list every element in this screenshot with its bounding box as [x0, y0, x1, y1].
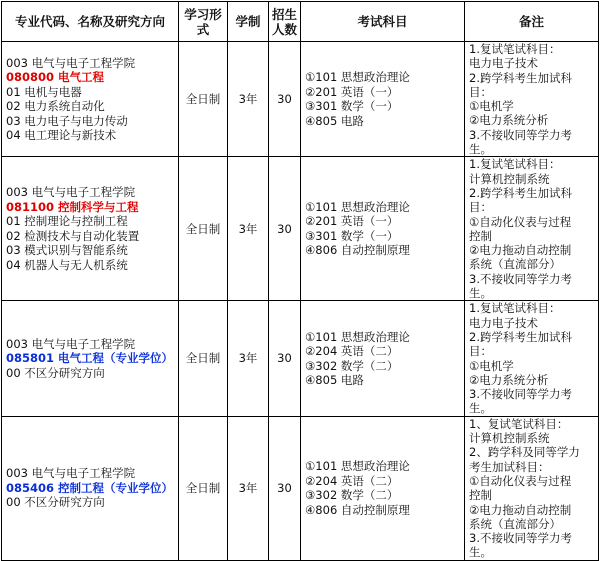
direction-item: 04 机器人与无人机系统: [6, 257, 128, 272]
direction-item: 04 电工理论与新技术: [6, 128, 117, 143]
header-program: 专业代码、名称及研究方向: [2, 2, 179, 42]
subject-item: ②201 英语（一）: [305, 214, 399, 229]
note-line: 计算机控制系统: [469, 431, 550, 446]
study-mode: 全日制: [179, 157, 228, 301]
quota: 30: [269, 301, 301, 416]
note-line: 2.跨学科考生加试科: [469, 329, 572, 344]
quota: 30: [269, 157, 301, 301]
note-line: 系统（直流部分）: [469, 257, 561, 272]
note-line: ①电机学: [469, 358, 514, 373]
note-line: 电力电子技术: [469, 56, 538, 71]
note-line: 生。: [469, 142, 492, 157]
college-name: 003 电气与电子工程学院: [6, 336, 136, 351]
program-cell: [2, 301, 179, 416]
note-line: 目：: [469, 200, 492, 215]
note-line: 1、复试笔试科目：: [469, 416, 569, 431]
subjects-cell: [301, 42, 465, 157]
header-notes: 备注: [465, 2, 599, 42]
note-line: ②电力系统分析: [469, 372, 549, 387]
program-cell: [2, 42, 179, 157]
duration: 3年: [228, 42, 269, 157]
study-mode: 全日制: [179, 416, 228, 560]
header-quota: 招生人数: [269, 2, 301, 42]
note-line: ①自动化仪表与过程: [469, 473, 572, 488]
college-name: 003 电气与电子工程学院: [6, 466, 136, 481]
subject-item: ③301 数学（一）: [305, 99, 399, 114]
table-row: [2, 301, 599, 416]
quota: 30: [269, 416, 301, 560]
note-line: ②电力拖动自动控制: [469, 502, 572, 517]
note-line: 3.不接收同等学力考: [469, 531, 572, 546]
direction-item: 03 电力电子与电力传动: [6, 113, 128, 128]
note-line: 生。: [469, 401, 492, 416]
note-line: 3.不接收同等学力考: [469, 271, 572, 286]
quota: 30: [269, 42, 301, 157]
subject-item: ①101 思想政治理论: [305, 329, 410, 344]
note-line: 生。: [469, 545, 492, 560]
subject-item: ②204 英语（二）: [305, 344, 399, 359]
study-mode: 全日制: [179, 42, 228, 157]
note-line: 目：: [469, 344, 492, 359]
subject-item: ①101 思想政治理论: [305, 199, 410, 214]
note-line: 1.复试笔试科目：: [469, 42, 561, 56]
subject-item: ③301 数学（一）: [305, 228, 399, 243]
note-line: 2.跨学科考生加试科: [469, 185, 572, 200]
note-line: 电力电子技术: [469, 315, 538, 330]
table-row: [2, 416, 599, 560]
note-line: 控制: [469, 488, 492, 503]
direction-item: 03 模式识别与智能系统: [6, 243, 128, 258]
subjects-cell: [301, 157, 465, 301]
program-name: 085801 电气工程（专业学位）: [6, 351, 174, 366]
program-cell: [2, 157, 179, 301]
subject-item: ②204 英语（二）: [305, 473, 399, 488]
note-line: 1.复试笔试科目：: [469, 301, 561, 316]
note-line: 3.不接收同等学力考: [469, 127, 572, 142]
program-name: 080800 电气工程: [6, 70, 105, 85]
subject-item: ①101 思想政治理论: [305, 70, 410, 85]
college-name: 003 电气与电子工程学院: [6, 55, 136, 70]
header-row: [2, 2, 599, 42]
direction-item: 01 控制理论与控制工程: [6, 214, 128, 229]
duration: 3年: [228, 157, 269, 301]
duration: 3年: [228, 416, 269, 560]
note-line: ②电力拖动自动控制: [469, 243, 572, 258]
subject-item: ③302 数学（二）: [305, 358, 399, 373]
direction-item: 00 不区分研究方向: [6, 495, 105, 510]
admissions-table: [1, 1, 599, 561]
note-line: 2.跨学科考生加试科: [469, 70, 572, 85]
subject-item: ④805 电路: [305, 113, 364, 128]
header-duration: 学制: [228, 2, 269, 42]
subject-item: ④805 电路: [305, 373, 364, 388]
note-line: 生。: [469, 286, 492, 301]
direction-item: 00 不区分研究方向: [6, 365, 105, 380]
note-line: ①电机学: [469, 99, 514, 114]
direction-item: 01 电机与电器: [6, 84, 82, 99]
note-line: 计算机控制系统: [469, 171, 550, 186]
subject-item: ③302 数学（二）: [305, 488, 399, 503]
table-row: [2, 157, 599, 301]
header-subjects: 考试科目: [301, 2, 465, 42]
notes-cell: [465, 301, 599, 416]
note-line: 考生加试科目：: [469, 459, 550, 474]
program-cell: [2, 416, 179, 560]
notes-cell: [465, 42, 599, 157]
direction-item: 02 电力系统自动化: [6, 99, 105, 114]
study-mode: 全日制: [179, 301, 228, 416]
subjects-cell: [301, 416, 465, 560]
note-line: 系统（直流部分）: [469, 516, 561, 531]
program-name: 081100 控制科学与工程: [6, 199, 139, 214]
table-row: [2, 42, 599, 157]
note-line: 目：: [469, 84, 492, 99]
direction-item: 02 检测技术与自动化装置: [6, 228, 140, 243]
notes-cell: [465, 416, 599, 560]
program-name: 085406 控制工程（专业学位）: [6, 480, 174, 495]
note-line: 2、跨学科及同等学力: [469, 445, 580, 460]
note-line: 1.复试笔试科目：: [469, 157, 561, 172]
subject-item: ①101 思想政治理论: [305, 459, 410, 474]
note-line: 3.不接收同等学力考: [469, 387, 572, 402]
note-line: ②电力系统分析: [469, 113, 549, 128]
notes-cell: [465, 157, 599, 301]
subject-item: ②201 英语（一）: [305, 84, 399, 99]
note-line: ①自动化仪表与过程: [469, 214, 572, 229]
header-mode: 学习形式: [179, 2, 228, 42]
subjects-cell: [301, 301, 465, 416]
subject-item: ④806 自动控制原理: [305, 243, 410, 258]
college-name: 003 电气与电子工程学院: [6, 185, 136, 200]
subject-item: ④806 自动控制原理: [305, 502, 410, 517]
note-line: 控制: [469, 228, 492, 243]
duration: 3年: [228, 301, 269, 416]
